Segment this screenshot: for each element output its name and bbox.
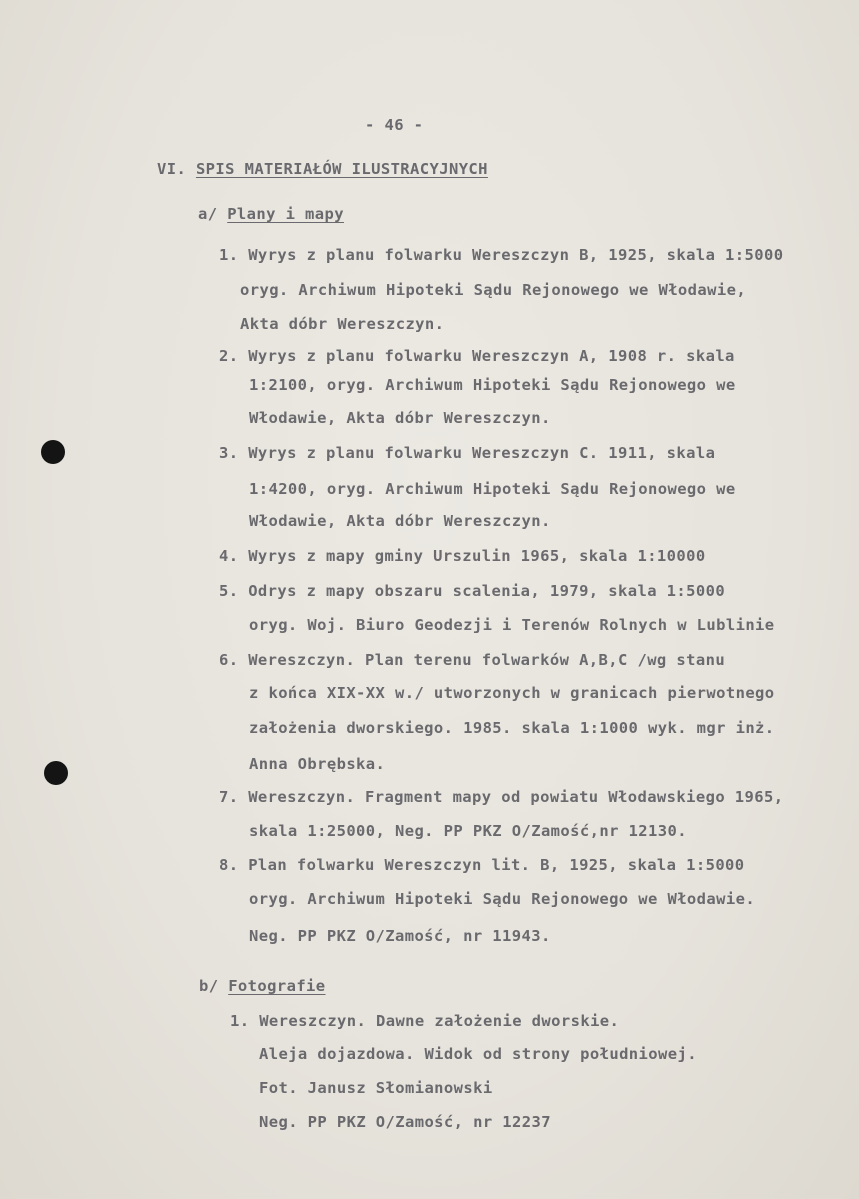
list-item-line: Neg. PP PKZ O/Zamość, nr 11943. bbox=[249, 927, 551, 945]
page-number: - 46 - bbox=[365, 116, 424, 134]
list-item-line: Neg. PP PKZ O/Zamość, nr 12237 bbox=[259, 1113, 551, 1131]
list-item-line: 3. Wyrys z planu folwarku Wereszczyn C. 1911, skala bbox=[219, 444, 716, 462]
list-item-line: 1. Wereszczyn. Dawne założenie dworskie. bbox=[230, 1012, 620, 1030]
list-item-line: oryg. Archiwum Hipoteki Sądu Rejonowego we Włodawie, bbox=[240, 281, 747, 299]
list-item-line: 6. Wereszczyn. Plan terenu folwarków A,B,C /wg stanu bbox=[219, 651, 726, 669]
punch-hole-top bbox=[41, 440, 65, 464]
list-item-line: 7. Wereszczyn. Fragment mapy od powiatu Włodawskiego 1965, bbox=[219, 788, 784, 806]
subsection-b-title: Fotografie bbox=[228, 977, 326, 995]
list-item-line: 1:2100, oryg. Archiwum Hipoteki Sądu Rejonowego we bbox=[249, 376, 736, 394]
subsection-b-marker: b/ bbox=[199, 977, 219, 995]
list-item-line: z końca XIX-XX w./ utworzonych w granicach pierwotnego bbox=[249, 684, 775, 702]
list-item-line: 1. Wyrys z planu folwarku Wereszczyn B, 1925, skala 1:5000 bbox=[219, 246, 784, 264]
list-item-line: 8. Plan folwarku Wereszczyn lit. B, 1925, skala 1:5000 bbox=[219, 856, 745, 874]
punch-hole-bottom bbox=[44, 761, 68, 785]
list-item-line: Włodawie, Akta dóbr Wereszczyn. bbox=[249, 512, 551, 530]
section-heading bbox=[157, 160, 488, 178]
list-item-line: Anna Obrębska. bbox=[249, 755, 386, 773]
list-item-line: 2. Wyrys z planu folwarku Wereszczyn A, 1908 r. skala bbox=[219, 347, 735, 365]
list-item-line: oryg. Archiwum Hipoteki Sądu Rejonowego we Włodawie. bbox=[249, 890, 756, 908]
list-item-line: Włodawie, Akta dóbr Wereszczyn. bbox=[249, 409, 551, 427]
subsection-a-marker: a/ bbox=[198, 205, 218, 223]
list-item-line: 4. Wyrys z mapy gminy Urszulin 1965, skala 1:10000 bbox=[219, 547, 706, 565]
list-item-line: Akta dóbr Wereszczyn. bbox=[240, 315, 445, 333]
list-item-line: 1:4200, oryg. Archiwum Hipoteki Sądu Rejonowego we bbox=[249, 480, 736, 498]
section-number: VI. bbox=[157, 160, 187, 178]
list-item-line: Aleja dojazdowa. Widok od strony południowej. bbox=[259, 1045, 697, 1063]
subsection-a-title: Plany i mapy bbox=[227, 205, 344, 223]
list-item-line: Fot. Janusz Słomianowski bbox=[259, 1079, 493, 1097]
list-item-line: założenia dworskiego. 1985. skala 1:1000 wyk. mgr inż. bbox=[249, 719, 775, 737]
subsection-a-heading bbox=[198, 205, 344, 223]
list-item-line: skala 1:25000, Neg. PP PKZ O/Zamość,nr 12130. bbox=[249, 822, 687, 840]
list-item-line: 5. Odrys z mapy obszaru scalenia, 1979, skala 1:5000 bbox=[219, 582, 726, 600]
subsection-b-heading bbox=[199, 977, 326, 995]
list-item-line: oryg. Woj. Biuro Geodezji i Terenów Rolnych w Lublinie bbox=[249, 616, 775, 634]
section-title: SPIS MATERIAŁÓW ILUSTRACYJNYCH bbox=[195, 160, 488, 178]
